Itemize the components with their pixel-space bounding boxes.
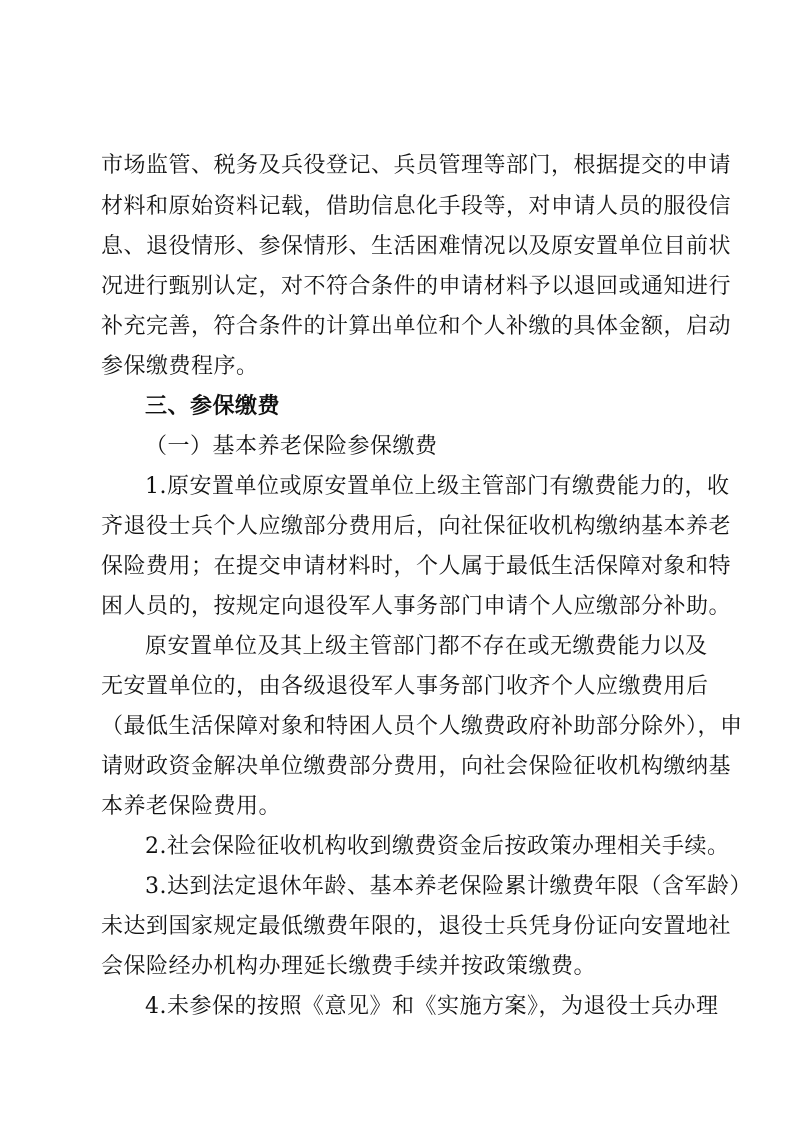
text-line: 2.社会保险征收机构收到缴费资金后按政策办理相关手续。 xyxy=(145,834,730,859)
text-line: 1.原安置单位或原安置单位上级主管部门有缴费能力的，收 xyxy=(145,474,730,499)
subsection-heading: （一）基本养老保险参保缴费 xyxy=(145,434,438,459)
text-line: 参保缴费程序。 xyxy=(101,354,259,379)
text-line: 未达到国家规定最低缴费年限的，退役士兵凭身份证向安置地社 xyxy=(101,914,732,939)
text-line: 补充完善，符合条件的计算出单位和个人补缴的具体金额，启动 xyxy=(101,314,732,339)
text-line: 材料和原始资料记载，借助信息化手段等，对申请人员的服役信 xyxy=(101,194,732,219)
text-line: 本养老保险费用。 xyxy=(101,794,282,819)
text-line: 会保险经办机构办理延长缴费手续并按政策缴费。 xyxy=(101,954,597,979)
text-line: 请财政资金解决单位缴费部分费用，向社会保险征收机构缴纳基 xyxy=(101,754,732,779)
text-line: 原安置单位及其上级主管部门都不存在或无缴费能力以及 xyxy=(145,634,708,659)
text-line: 况进行甄别认定，对不符合条件的申请材料予以退回或通知进行 xyxy=(101,274,732,299)
text-line: 困人员的，按规定向退役军人事务部门申请个人应缴部分补助。 xyxy=(101,594,732,619)
text-line: （最低生活保障对象和特困人员个人缴费政府补助部分除外），申 xyxy=(101,714,743,739)
text-line: 齐退役士兵个人应缴部分费用后，向社保征收机构缴纳基本养老 xyxy=(101,514,732,539)
text-line: 3.达到法定退休年龄、基本养老保险累计缴费年限（含军龄） xyxy=(145,874,752,899)
text-line: 保险费用；在提交申请材料时，个人属于最低生活保障对象和特 xyxy=(101,554,732,579)
text-line: 4.未参保的按照《意见》和《实施方案》，为退役士兵办理 xyxy=(145,994,719,1019)
text-line: 市场监管、税务及兵役登记、兵员管理等部门，根据提交的申请 xyxy=(101,153,732,178)
section-heading: 三、参保缴费 xyxy=(145,394,281,419)
text-line: 息、退役情形、参保情形、生活困难情况以及原安置单位目前状 xyxy=(101,234,732,259)
text-line: 无安置单位的，由各级退役军人事务部门收齐个人应缴费用后 xyxy=(101,674,709,699)
